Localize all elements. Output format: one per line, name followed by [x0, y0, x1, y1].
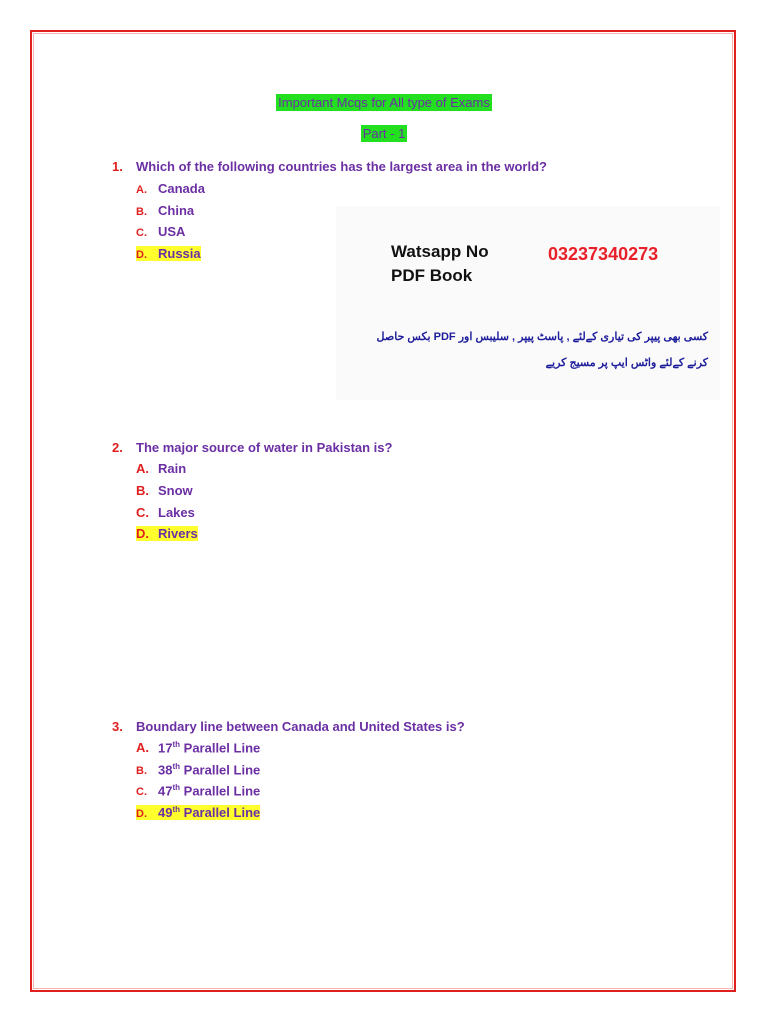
- question-1: 1. Which of the following countries has the largest area in the world?: [112, 159, 547, 174]
- q2-option-b: B. Snow: [136, 483, 193, 498]
- q1-option-b: B. China: [136, 203, 195, 218]
- phone-number: 03237340273: [548, 244, 659, 264]
- q1-option-d-answer: D. Russia: [136, 246, 201, 261]
- q3-option-c: C. 47th Parallel Line: [136, 783, 261, 799]
- q1-option-c: C. USA: [136, 224, 186, 239]
- urdu-text-line-2: کرنے کےلئے واٹس ایپ پر مسیج کریے: [545, 357, 708, 369]
- q3-option-a: A. 17th Parallel Line: [136, 740, 261, 756]
- ad-label: Watsapp No PDF Book: [391, 242, 489, 285]
- q2-option-c: C. Lakes: [136, 505, 195, 520]
- part-label: Part - 1: [362, 126, 406, 141]
- q3-option-b: B. 38th Parallel Line: [136, 762, 261, 778]
- q1-option-a: A. Canada: [136, 181, 205, 196]
- whatsapp-ad-banner: [336, 206, 720, 400]
- page-title: Important Mcqs for All type of Exams: [278, 95, 490, 110]
- question-3: 3. Boundary line between Canada and United States is?: [112, 719, 465, 734]
- urdu-text-line-1: کسی بھی پیپر کی تیاری کےلئے , پاسٹ پیپر , سلیبس اور PDF بکس حاصل: [376, 331, 708, 343]
- question-2: 2. The major source of water in Pakistan is?: [112, 440, 393, 455]
- q3-option-d-answer: D. 49th Parallel Line: [136, 805, 261, 821]
- q2-option-a: A. Rain: [136, 461, 187, 476]
- q2-option-d-answer: D. Rivers: [136, 526, 198, 541]
